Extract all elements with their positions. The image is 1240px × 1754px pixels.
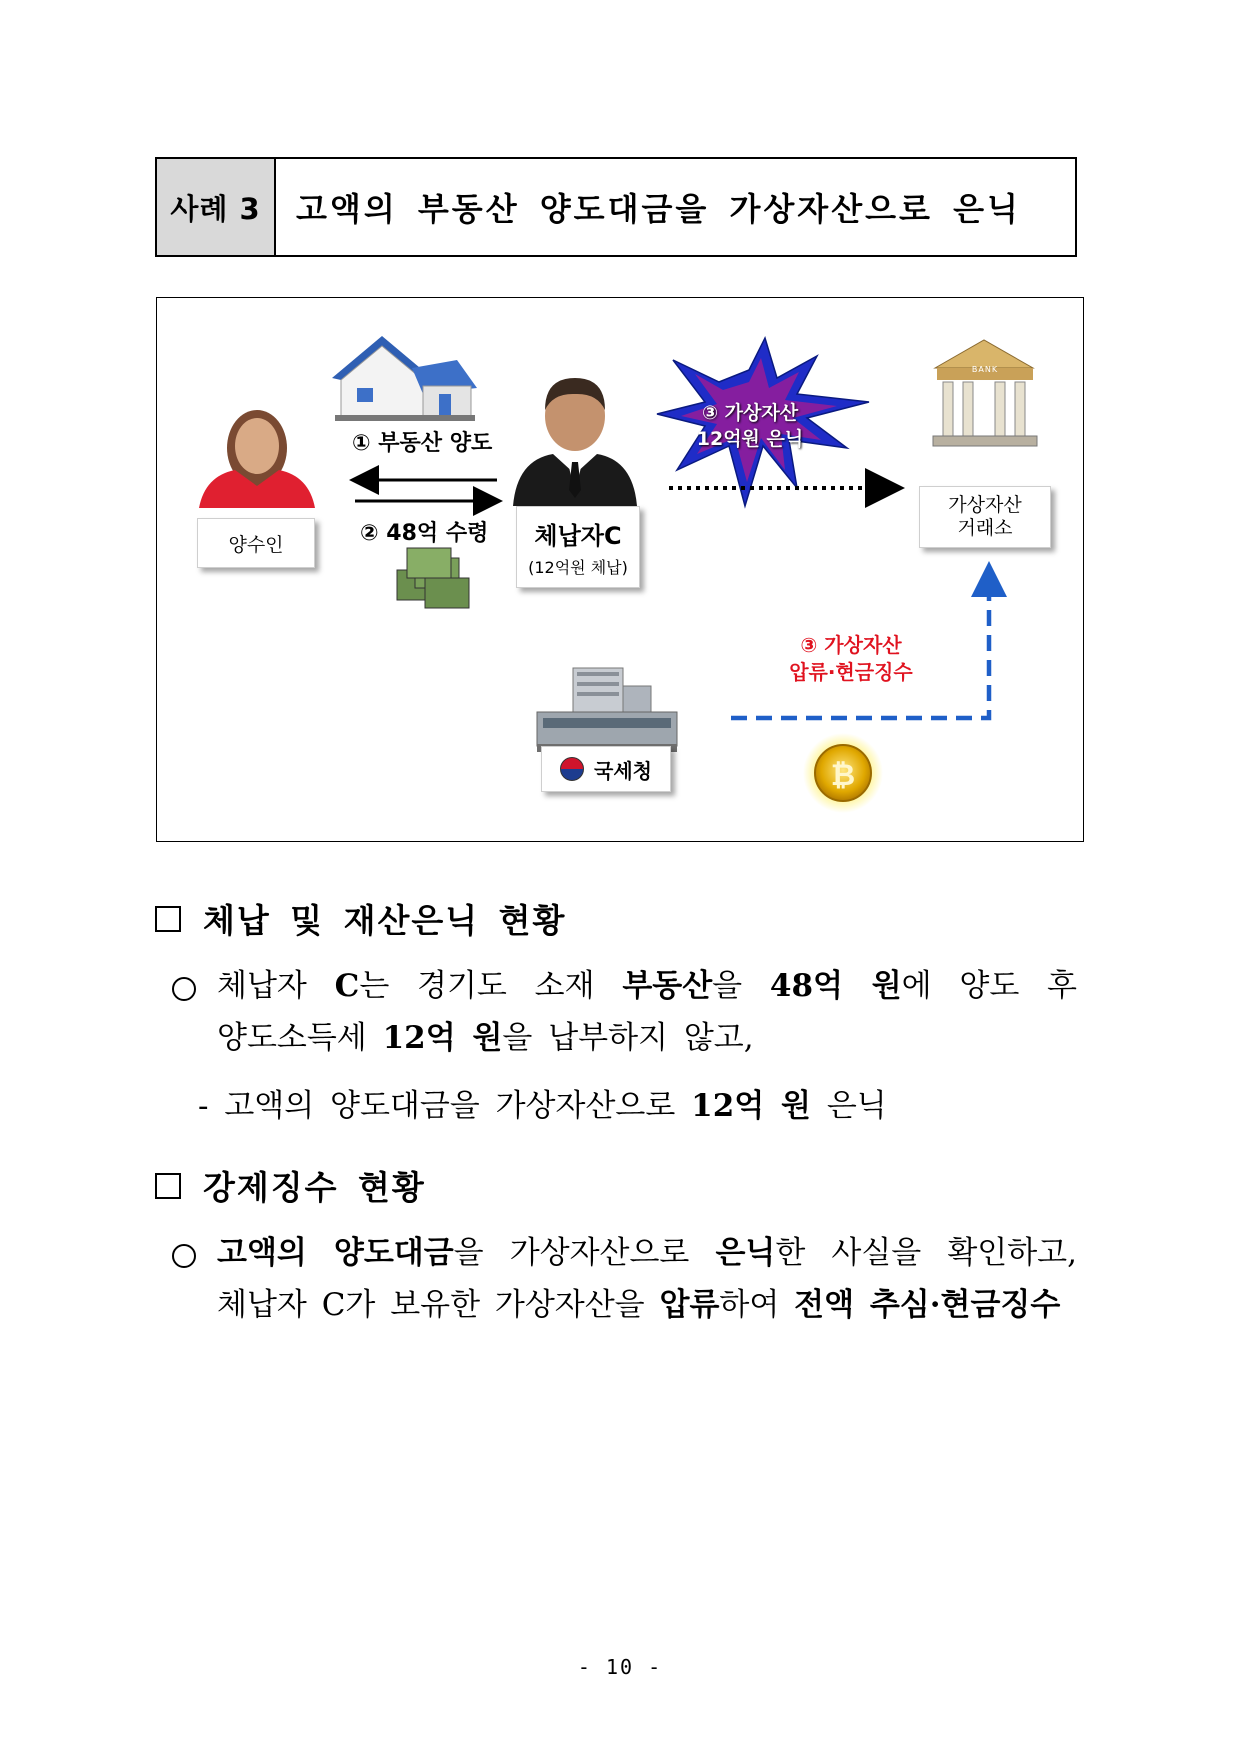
case-diagram [156,297,1084,842]
page-number: - 10 - [577,1655,663,1679]
money-stack-icon [397,548,469,608]
section1-bullet-line2: 양도소득세 12억 원을 납부하지 않고, [217,1020,754,1056]
seizure-label [781,632,921,686]
section2-bullet-line1: 고액의 양도대금을 가상자산으로 은닉한 사실을 확인하고, [217,1235,1077,1271]
section2-heading-text: 강제징수 현황 [203,1168,426,1207]
bank-icon [933,340,1037,446]
bank-sign: BANK [971,365,999,374]
exchange-line1: 가상자산 [948,494,1022,516]
case-header [155,157,1077,257]
debtor-name: 체납자C [534,522,622,550]
seizure-line2: 압류·현금징수 [789,660,913,684]
step2-label: ② 48억 수령 [360,521,489,546]
checkbox-square-icon [155,906,181,932]
svg-text:₿: ₿ [830,758,856,793]
checkbox-square-icon [155,1173,181,1199]
concealment-line2: 12억원 은닉 [696,428,804,450]
step1-label: ① 부동산 양도 [352,431,493,456]
debtor-avatar-icon [513,378,637,506]
case-title: 고액의 부동산 양도대금을 가상자산으로 은닉 [296,190,1021,228]
nts-building-icon [537,668,677,752]
buyer-label: 양수인 [228,533,284,556]
house-icon [332,336,477,421]
buyer-avatar-icon [199,410,315,508]
concealment-line1: ③ 가상자산 [701,402,799,424]
exchange-line2: 거래소 [957,517,1013,539]
section2-heading [155,1162,426,1209]
exchange-card [919,486,1051,548]
nts-card [541,746,671,792]
bitcoin-icon [803,733,883,813]
bullet-circle-icon [172,977,196,1001]
section1-dash-line: - 고액의 양도대금을 가상자산으로 12억 원 은닉 [198,1088,887,1124]
taegeuk-icon [560,757,584,781]
section1-heading-text: 체납 및 재산은닉 현황 [203,901,567,940]
section1-heading [155,895,566,942]
section1-bullet-line1: 체납자 C는 경기도 소재 부동산을 48억 원에 양도 후 [217,968,1077,1004]
section2-bullet-line2: 체납자 C가 보유한 가상자산을 압류하여 전액 추심·현금징수 [217,1287,1061,1323]
seizure-line1: ③ 가상자산 [800,633,902,657]
debtor-note: (12억원 체납) [528,558,628,577]
bullet-circle-icon [172,1244,196,1268]
concealment-label [685,400,815,452]
buyer-card [197,518,315,568]
case-label: 사례 3 [157,159,276,255]
debtor-card [516,506,640,588]
nts-label: 국세청 [594,758,652,783]
